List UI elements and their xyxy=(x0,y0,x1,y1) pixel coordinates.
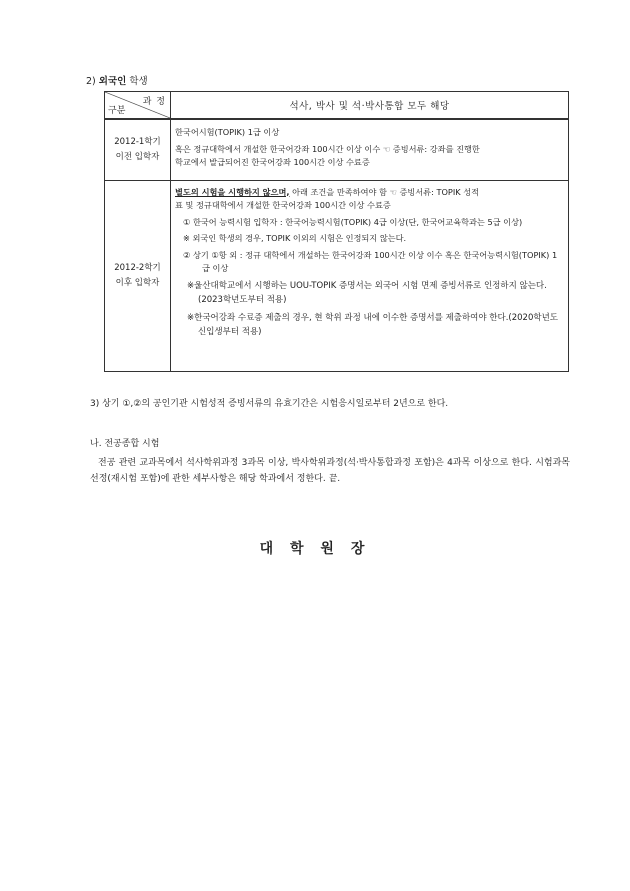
row-content-cell xyxy=(171,180,569,371)
section-number: 2) xyxy=(86,76,96,87)
intro-bold: 별도의 시험을 시행하지 않으며, xyxy=(175,186,290,197)
intro-rest: 아래 조건을 만족하여야 함 ☜ 증빙서류: TOPIK 성적 xyxy=(289,186,480,197)
header-corner-cell xyxy=(105,92,171,120)
item-1: ① 한국어 능력시험 입학자 : 한국어능력시험(TOPIK) 4급 이상(단, 한국어교육학과는 5급 이상) xyxy=(183,216,523,227)
row-label-line: 2012-1학기 xyxy=(114,136,161,147)
row-content-cell xyxy=(171,119,569,180)
section-b-title: 나. 전공종합 시험 xyxy=(90,439,160,449)
header-corner-bottom: 구분 xyxy=(108,106,126,116)
row-label-line: 이전 입학자 xyxy=(115,151,160,162)
row-label-line: 2012-2학기 xyxy=(114,262,161,273)
note-2: ※울산대학교에서 시행하는 UOU-TOPIK 증명서는 외국어 시험 면제 증빙서류로 인정하지 않는다.(2023학년도부터 적용) xyxy=(187,280,547,305)
section-heading xyxy=(86,73,148,87)
item-3: 3) 상기 ①,②의 공인기관 시험성적 증빙서류의 유효기간은 시험응시일로부터 2년으로 한다. xyxy=(90,399,449,409)
signature-footer: 대 학 원 장 xyxy=(259,541,371,557)
item-2: ② 상기 ①항 외 : 정규 대학에서 개설하는 한국어강좌 100시간 이상 이수 혹은 한국어능력시험(TOPIK) 1급 이상 xyxy=(183,249,558,273)
requirements-table xyxy=(104,91,569,372)
section-title-rest: 학생 xyxy=(129,76,148,87)
section-title-bold: 외국인 xyxy=(98,76,127,87)
content-line: 한국어시험(TOPIK) 1급 이상 xyxy=(175,127,280,137)
note-3: ※한국어강좌 수료증 제출의 경우, 현 학위 과정 내에 이수한 증명서를 제출하여야 한다.(2020학년도 신입생부터 적용) xyxy=(187,312,559,337)
table-row xyxy=(105,180,569,371)
content-intro xyxy=(175,186,564,200)
content-line: 혹은 정규대학에서 개설한 한국어강좌 100시간 이상 이수 ☜ 증빙서류: 강좌를 진행한 xyxy=(175,143,480,154)
note-1: ※ 외국인 학생의 경우, TOPIK 이외의 시험은 인정되지 않는다. xyxy=(183,233,407,243)
row-label-cell xyxy=(105,180,171,371)
section-b-body: 전공 관련 교과목에서 석사학위과정 3과목 이상, 박사학위과정(석·박사통합과정 포함)은 4과목 이상으로 한다. 시험과목 선정(재시험 포함)에 관한 세부사항은 해당 학과에서 정한다. 끝. xyxy=(90,458,570,484)
content-intro-line2: 표 및 정규대학에서 개설한 한국어강좌 100시간 이상 수료증 xyxy=(175,200,391,210)
row-label-line: 이후 입학자 xyxy=(115,277,160,288)
header-corner-top: 과 정 xyxy=(142,97,166,107)
row-label-cell xyxy=(105,119,171,180)
table-row xyxy=(105,119,569,180)
header-main-cell: 석사, 박사 및 석·박사통합 모두 해당 xyxy=(171,92,569,120)
table-header-row xyxy=(105,92,569,120)
content-line: 학교에서 발급되어진 한국어강좌 100시간 이상 수료증 xyxy=(175,157,370,167)
